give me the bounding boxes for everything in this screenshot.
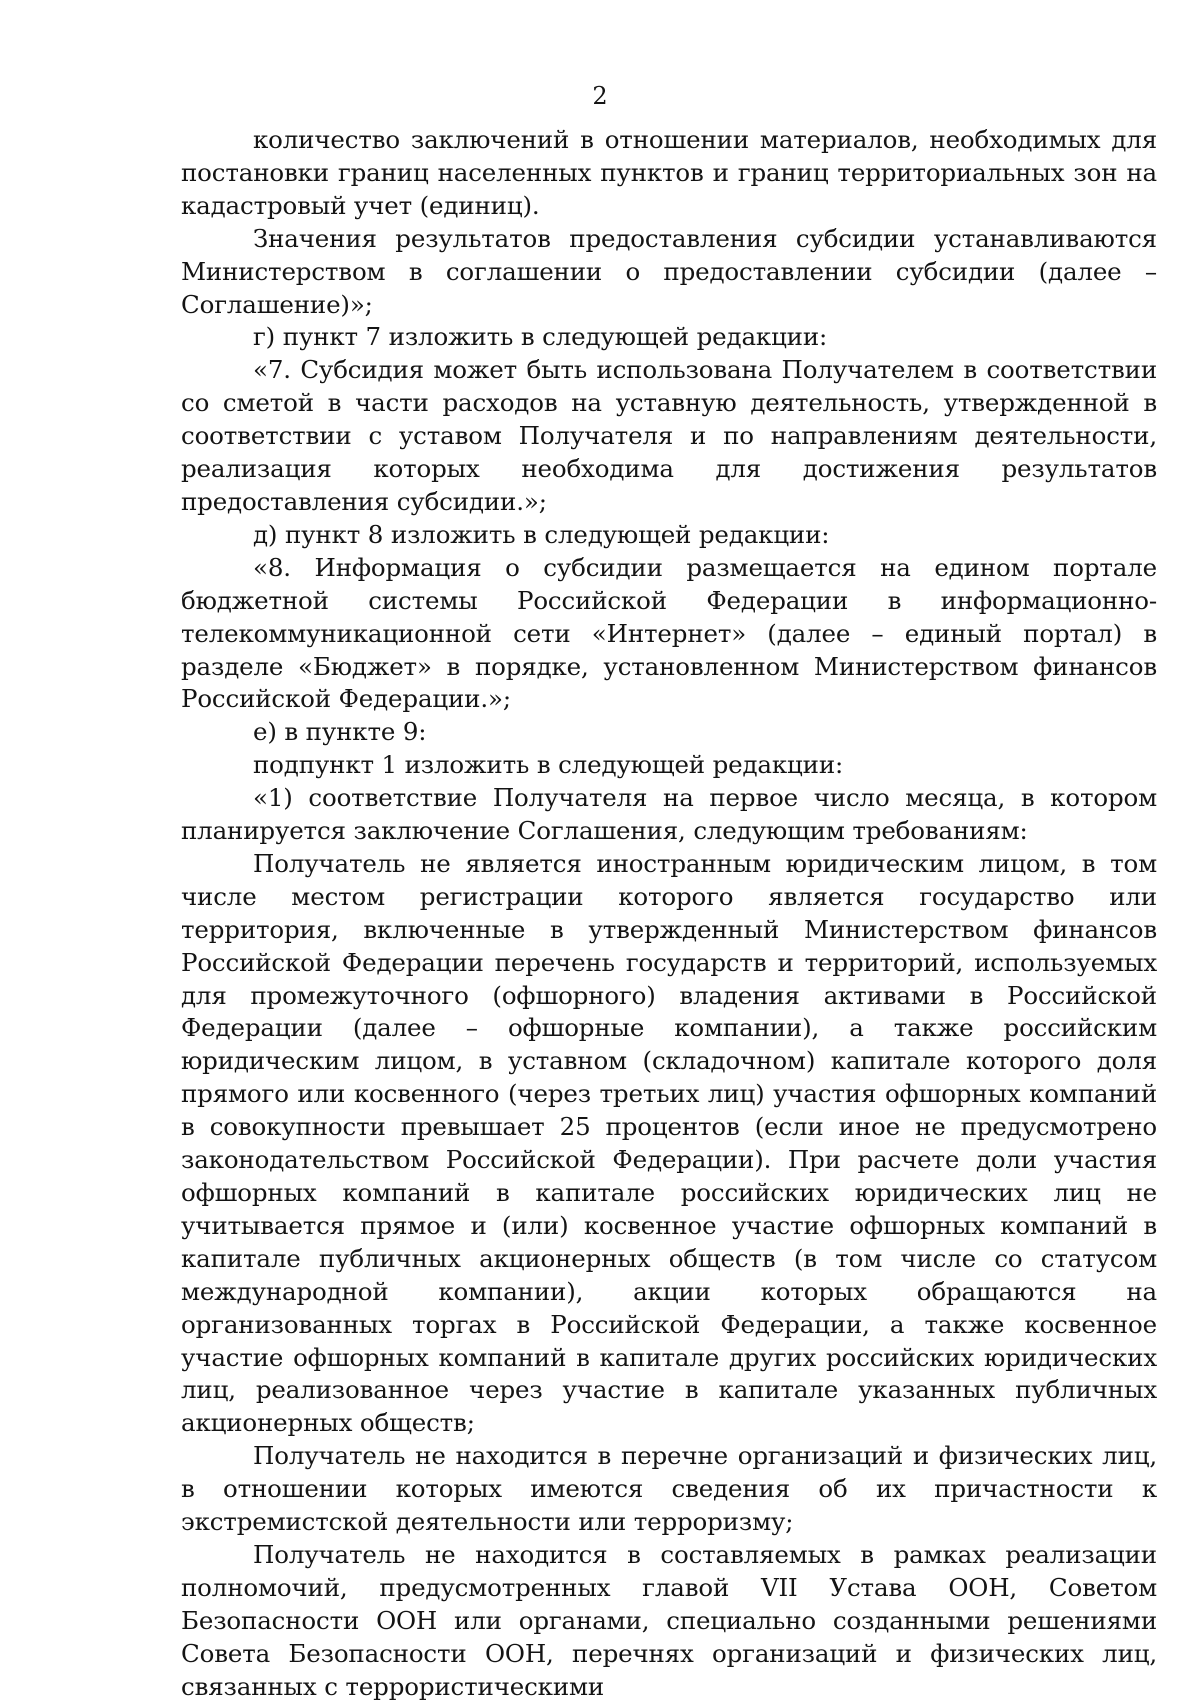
paragraph-requirement-1: «1) соответствие Получателя на первое число месяца, в котором планируется заключение Соглашения, следующим требованиям: xyxy=(181,783,1157,846)
paragraph-subitem-1: подпункт 1 изложить в следующей редакции: xyxy=(253,750,844,780)
page-number: 2 xyxy=(592,82,608,110)
paragraph-1-no-indent: количество заключений в отношении материалов, необходимых для постановки границ населенных пунктов и границ территориальных зон на кадастровый учет (единиц). xyxy=(181,125,1157,220)
paragraph-item-d: д) пункт 8 изложить в следующей редакции: xyxy=(253,519,830,549)
paragraph-item-e: е) в пункте 9: xyxy=(253,717,427,747)
paragraph-clause-7: «7. Субсидия может быть использована Получателем в соответствии со сметой в части расходов на уставную деятельность, утвержденной в соответствии с уставом Получателя и по направлениям деятельности, реализация которых необходима для достижения результатов предоставления субсидии.»; xyxy=(181,355,1157,516)
paragraph-clause-8: «8. Информация о субсидии размещается на едином портале бюджетной системы Российской Федерации в информационно-телекоммуникационной сети «Интернет» (далее – единый портал) в разделе «Бюджет» в порядке, установленном Министерством финансов Российской Федерации.»; xyxy=(181,552,1157,714)
paragraph-item-g: г) пункт 7 изложить в следующей редакции: xyxy=(253,322,828,352)
paragraph-un-lists: Получатель не находится в составляемых в рамках реализации полномочий, предусмотренных главой VII Устава ООН, Советом Безопасности ООН или органами, специально созданными решениями Совета Безопасности ООН, перечнях организаций и физических лиц, связанных с террористическими xyxy=(181,1539,1157,1701)
document-body xyxy=(181,124,1157,1704)
paragraph-results-values: Значения результатов предоставления субсидии устанавливаются Министерством в соглашении о предоставлении субсидии (далее – Соглашение)»; xyxy=(181,223,1157,319)
paragraph-offshore: Получатель не является иностранным юридическим лицом, в том числе местом регистрации которого является государство или территория, включенные в утвержденный Министерством финансов Российской Федерации перечень государств и территорий, используемых для промежуточного (офшорного) владения активами в Российской Федерации (далее – офшорные компании), а также российским юридическим лицом, в уставном (складочном) капитале которого доля прямого или косвенного (через третьих лиц) участия офшорных компаний в совокупности превышает 25 процентов (если иное не предусмотрено законодательством Российской Федерации). При расчете доли участия офшорных компаний в капитале российских юридических лиц не учитывается прямое и (или) косвенное участие офшорных компаний в капитале публичных акционерных обществ (в том числе со статусом международной компании), акции которых обращаются на организованных торгах в Российской Федерации, а также косвенное участие офшорных компаний в капитале других российских юридических лиц, реализованное через участие в капитале указанных публичных акционерных обществ; xyxy=(181,848,1157,1438)
paragraph-extremism: Получатель не находится в перечне организаций и физических лиц, в отношении которых имеются сведения об их причастности к экстремистской деятельности или терроризму; xyxy=(181,1441,1157,1537)
